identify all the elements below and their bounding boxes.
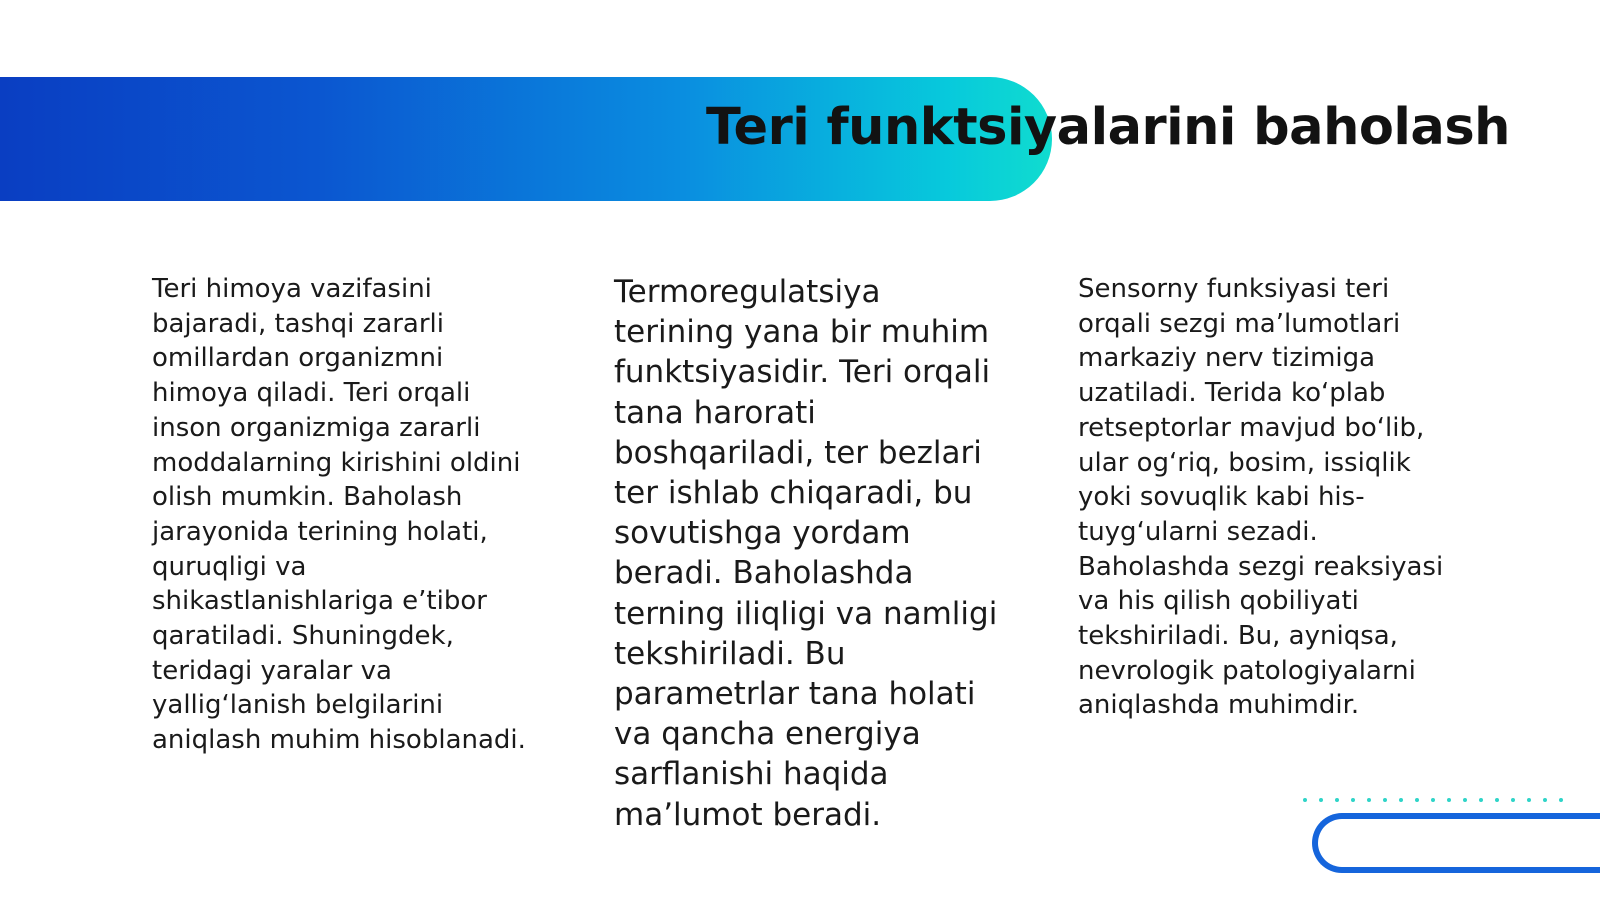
dot — [1383, 798, 1387, 802]
dotted-line-decoration — [1302, 796, 1564, 804]
dot — [1447, 798, 1451, 802]
dot — [1367, 798, 1371, 802]
dot — [1335, 798, 1339, 802]
dot — [1399, 798, 1403, 802]
pill-outline-decoration — [1312, 813, 1600, 873]
dot — [1527, 798, 1531, 802]
dot — [1415, 798, 1419, 802]
dot — [1351, 798, 1355, 802]
dot — [1495, 798, 1499, 802]
dot — [1559, 798, 1563, 802]
text-column-sensory: Sensorny funksiyasi teri orqali sezgi ma’lumotlari markaziy nerv tizimiga uzatiladi. Terida ko‘plab retseptorlar mavjud bo‘lib, ular og‘riq, bosim, issiqlik yoki sovuqlik kabi his-tuyg‘ularni sezadi. Baholashda sezgi reaksiyasi va his qilish qobiliyati tekshiriladi. Bu, ayniqsa, nevrologik patologiyalarni aniqlashda muhimdir. — [1078, 274, 1444, 721]
dot — [1543, 798, 1547, 802]
text-column-protective: Teri himoya vazifasini bajaradi, tashqi zararli omillardan organizmni himoya qiladi. Teri orqali inson organizmiga zararli moddalarning kirishini oldini olish mumkin. Baholash jarayonida terining holati, quruqligi va shikastlanishlariga e’tibor qaratiladi. Shuningdek, teridagi yaralar va yallig‘lanish belgilarini aniqlash muhim hisoblanadi. — [152, 274, 526, 756]
text-column-thermoregulation: Termoregulatsiya terining yana bir muhim funktsiyasidir. Teri orqali tana harorati boshqariladi, ter bezlari ter ishlab chiqaradi, bu sovutishga yordam beradi. Baholashda terning iliqligi va namligi tekshiriladi. Bu parametrlar tana holati va qancha energiya sarflanishi haqida ma’lumot beradi. — [614, 274, 998, 833]
dot — [1303, 798, 1307, 802]
dot — [1479, 798, 1483, 802]
dot — [1511, 798, 1515, 802]
slide-title: Teri funktsiyalarini baholash — [706, 98, 1510, 157]
dot — [1463, 798, 1467, 802]
dot — [1431, 798, 1435, 802]
dot — [1319, 798, 1323, 802]
